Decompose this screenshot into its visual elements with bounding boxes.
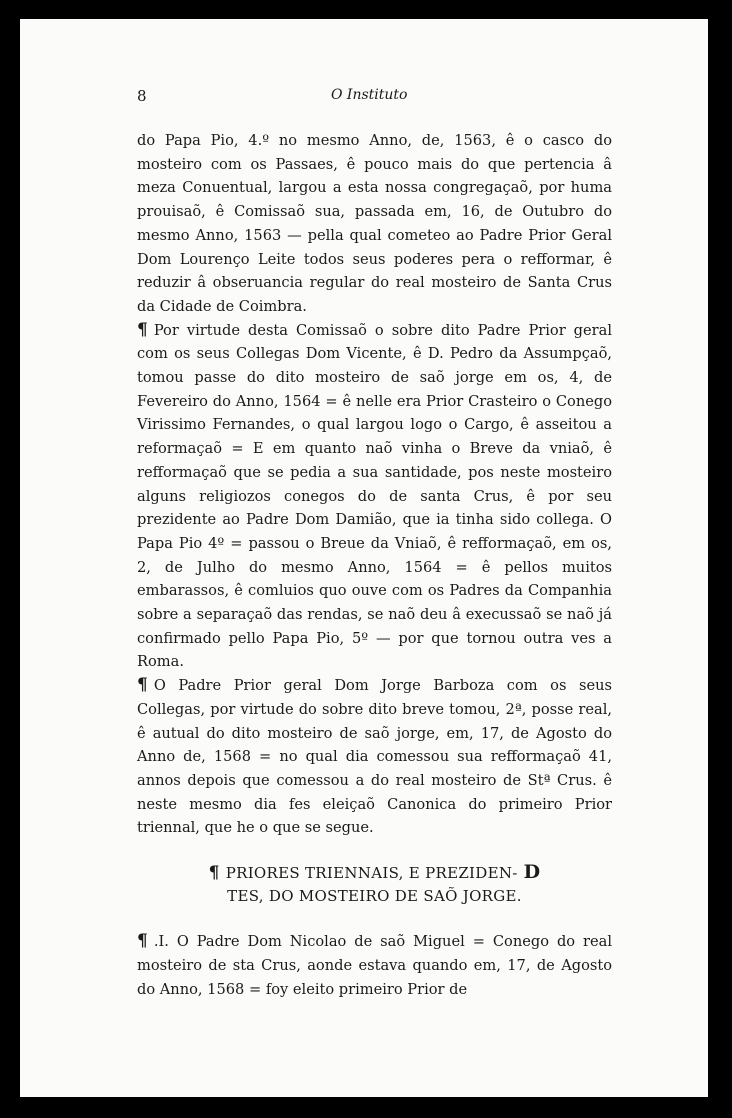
document-page	[20, 19, 708, 1097]
pilcrow-icon: ¶	[137, 319, 148, 340]
section-heading-line-1: ¶ PRIORES TRIENNAIS, E PREZIDEN- D	[208, 861, 541, 884]
ornament-icon: D	[523, 861, 541, 884]
paragraph-2	[137, 319, 612, 675]
paragraph-text: do Papa Pio, 4.º no mesmo Anno, de, 1563, ê o casco do mosteiro com os Passaes, ê pouco mais do que pertencia â meza Conuentual, largou a esta nossa congregaçaõ, por huma prouisaõ, ê Comissaõ sua, passada em, 16, de Outubro do mesmo Anno, 1563 — pella qual cometeo ao Padre Prior Geral Dom Lourenço Leite todos seus poderes pera o refformar, ê reduzir â obseruancia regular do real mosteiro de Santa Crus da Cidade de Coimbra.	[137, 132, 612, 315]
paragraph-text: .I. O Padre Dom Nicolao de saõ Miguel = Conego do real mosteiro de sta Crus, aonde estava quando em, 17, de Agosto do Anno, 1568 = foy eleito primeiro Prior de	[137, 933, 612, 998]
paragraph-text: Por virtude desta Comissaõ o sobre dito Padre Prior geral com os seus Collegas Dom Vicente, ê D. Pedro da Assumpçaõ, tomou passe do dito mosteiro de saõ jorge em os, 4, de Fevereiro do Anno, 1564 = ê nelle era Prior Crasteiro o Conego Virissimo Fernandes, o qual largou logo o Cargo, ê asseitou a reformaçaõ = E em quanto naõ vinha o Breve da vniaõ, ê refformaçaõ que se pedia a sua santidade, pos neste mosteiro alguns religiozos conegos do de santa Crus, ê por seu prezidente ao Padre Dom Damião, que ia tinha sido collega. O Papa Pio 4º = passou o Breue da Vniaõ, ê refformaçaõ, em os, 2, de Julho do mesmo Anno, 1564 = ê pellos muitos embarassos, ê comluios quo ouve com os Padres da Companhia sobre a separaçaõ das rendas, se naõ deu â execussaõ se naõ já confirmado pello Papa Pio, 5º — por que tornou outra ves a Roma.	[137, 321, 612, 671]
pilcrow-icon: ¶	[137, 931, 148, 952]
pilcrow-icon: ¶	[208, 863, 220, 884]
paragraph-4	[137, 930, 612, 1001]
running-title: O Instituto	[331, 87, 408, 103]
page-number: 8	[137, 87, 147, 105]
page-body	[137, 129, 612, 1001]
paragraph-text: O Padre Prior geral Dom Jorge Barboza com os seus Collegas, por virtude do sobre dito breve tomou, 2ª, posse real, ê autual do dito mosteiro de saõ jorge, em, 17, de Agosto do Anno de, 1568 = no qual dia comessou sua refformaçaõ 41, annos depois que comessou a do real mosteiro de Stª Crus. ê neste mesmo dia fes eleiçaõ Canonica do primeiro Prior triennal, que he o que se segue.	[137, 677, 612, 837]
paragraph-3	[137, 674, 612, 840]
paragraph-1	[137, 129, 612, 319]
section-heading	[137, 861, 612, 908]
section-heading-line-2: TES, DO MOSTEIRO DE SAÕ JORGE.	[227, 887, 522, 906]
pilcrow-icon: ¶	[137, 675, 148, 696]
